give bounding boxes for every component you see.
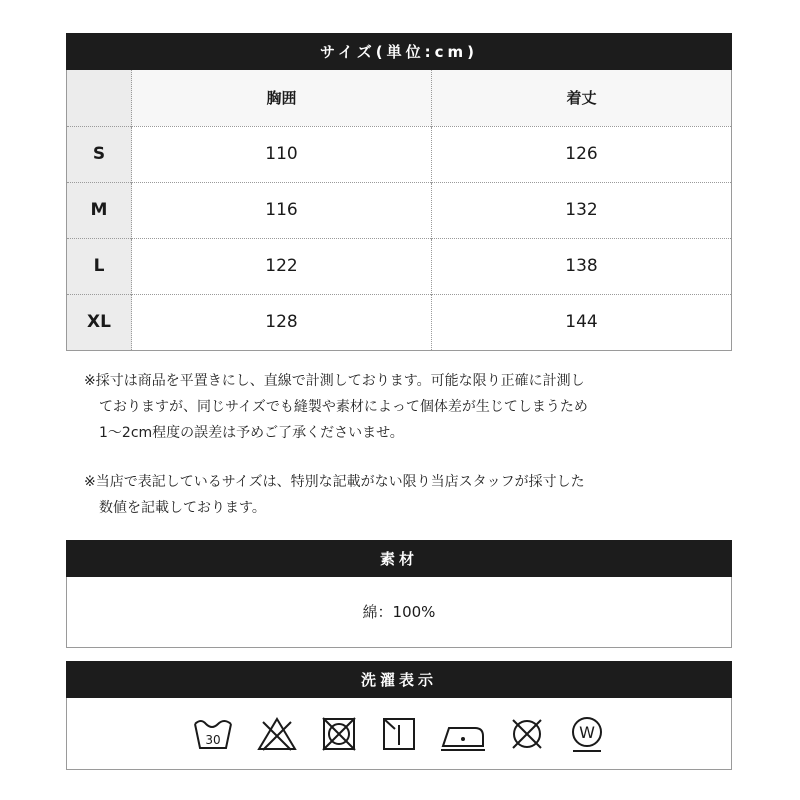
material-text: 綿：100%	[362, 603, 436, 621]
table-row	[67, 126, 732, 182]
note-line: ※採寸は商品を平置きにし、直線で計測しております。可能な限り正確に計測し	[84, 373, 585, 389]
no-bleach-icon	[255, 714, 299, 754]
care-icons	[67, 698, 731, 769]
material-box	[66, 577, 732, 648]
note-line: 1～2cm程度の誤差は予めご了承くださいませ。	[99, 425, 404, 441]
chest-value: 110	[132, 126, 432, 182]
measurement-note	[84, 368, 684, 446]
size-table-header-row	[67, 70, 732, 126]
length-value: 144	[432, 294, 732, 350]
iron-low-icon	[439, 714, 487, 754]
wash-temp-label: 30	[205, 732, 221, 747]
table-row	[67, 238, 732, 294]
wet-clean-letter: W	[579, 722, 595, 742]
table-row	[67, 294, 732, 350]
size-section-header	[66, 33, 732, 70]
length-value: 138	[432, 238, 732, 294]
size-note	[84, 469, 684, 521]
line-dry-shade-icon	[379, 714, 419, 754]
chest-value: 122	[132, 238, 432, 294]
chest-value: 128	[132, 294, 432, 350]
size-section-title: サイズ(単位:cm)	[319, 43, 479, 61]
note-line: ておりますが、同じサイズでも縫製や素材によって個体差が生じてしまうため	[99, 399, 588, 415]
row-header-size: L	[67, 238, 132, 294]
no-tumble-dry-icon	[319, 714, 359, 754]
care-box	[66, 698, 732, 770]
row-header-size: XL	[67, 294, 132, 350]
size-table	[66, 70, 732, 351]
material-section-header	[66, 540, 732, 577]
column-header-chest: 胸囲	[132, 70, 432, 126]
care-section-header	[66, 661, 732, 698]
length-value: 126	[432, 126, 732, 182]
note-line: ※当店で表記しているサイズは、特別な記載がない限り当店スタッフが採寸した	[84, 474, 585, 490]
table-row	[67, 182, 732, 238]
length-value: 132	[432, 182, 732, 238]
wet-clean-icon	[567, 714, 607, 754]
no-dry-clean-icon	[507, 714, 547, 754]
size-table-corner	[67, 70, 132, 126]
row-header-size: M	[67, 182, 132, 238]
chest-value: 116	[132, 182, 432, 238]
column-header-length: 着丈	[432, 70, 732, 126]
care-section-title: 洗濯表示	[360, 671, 437, 689]
note-line: 数値を記載しております。	[99, 500, 266, 516]
row-header-size: S	[67, 126, 132, 182]
material-section-title: 素材	[379, 550, 418, 568]
wash-30-icon	[191, 714, 235, 754]
